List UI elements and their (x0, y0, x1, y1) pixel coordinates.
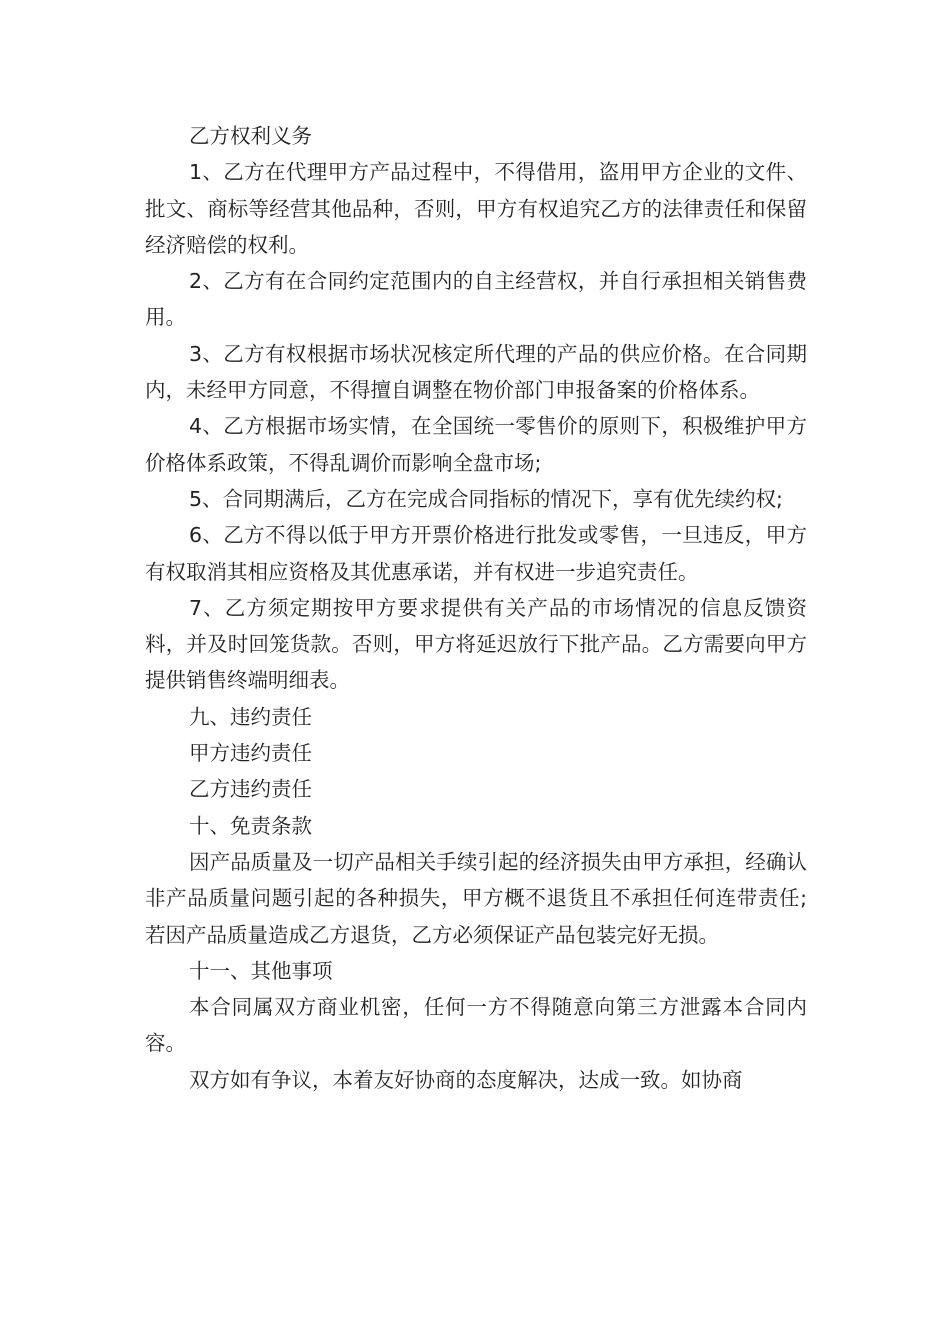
section-heading-breach: 九、违约责任 (189, 704, 312, 729)
section-heading-party-b-rights: 乙方权利义务 (189, 124, 312, 148)
clause-3: 3、乙方有权根据市场状况核定所代理的产品的供应价格。在合同期内，未经甲方同意，不得擅自调整在物价部门申报备案的价格体系。 (145, 341, 807, 403)
clause-6: 6、乙方不得以低于甲方开票价格进行批发或零售，一旦违反，甲方有权取消其相应资格及其优惠承诺，并有权进一步追究责任。 (145, 523, 807, 584)
document-body (145, 118, 807, 1098)
dispute-paragraph: 双方如有争议，本着友好协商的态度解决，达成一致。如协商 (189, 1067, 743, 1092)
subheading-party-b-breach: 乙方违约责任 (189, 777, 312, 802)
section-heading-exemption: 十、免责条款 (189, 813, 312, 838)
section-heading-other-matters: 十一、其他事项 (189, 958, 333, 983)
clause-4: 4、乙方根据市场实情，在全国统一零售价的原则下，积极维护甲方价格体系政策，不得乱调价而影响全盘市场; (145, 414, 807, 475)
clause-7: 7、乙方须定期按甲方要求提供有关产品的市场情况的信息反馈资料，并及时回笼货款。否则，甲方将延迟放行下批产品。乙方需要向甲方提供销售终端明细表。 (145, 595, 807, 693)
subheading-party-a-breach: 甲方违约责任 (189, 741, 312, 766)
clause-2: 2、乙方有在合同约定范围内的自主经营权，并自行承担相关销售费用。 (145, 269, 807, 330)
confidentiality-paragraph: 本合同属双方商业机密，任何一方不得随意向第三方泄露本合同内容。 (145, 995, 807, 1056)
clause-1: 1、乙方在代理甲方产品过程中，不得借用，盗用甲方企业的文件、批文、商标等经营其他品种，否则，甲方有权追究乙方的法律责任和保留经济赔偿的权利。 (145, 160, 807, 257)
exemption-paragraph: 因产品质量及一切产品相关手续引起的经济损失由甲方承担，经确认非产品质量问题引起的各种损失，甲方概不退货且不承担任何连带责任;若因产品质量造成乙方退货，乙方必须保证产品包装完好无损。 (145, 849, 807, 947)
clause-5: 5、合同期满后，乙方在完成合同指标的情况下，享有优先续约权; (189, 486, 783, 511)
